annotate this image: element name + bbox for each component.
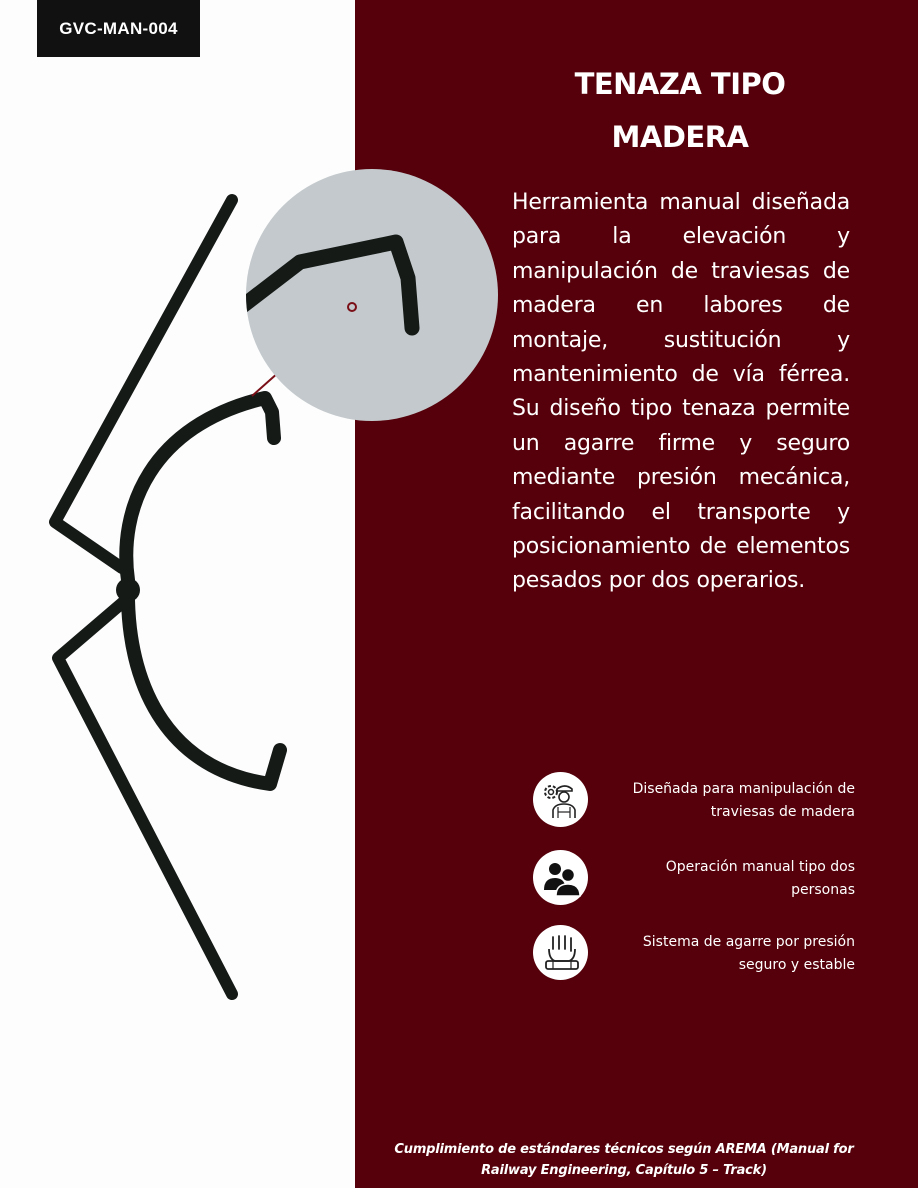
feature-line-1: Diseñada para manipulación de	[632, 781, 855, 797]
callout-dot	[348, 303, 356, 311]
standards-footer-note	[372, 1139, 876, 1181]
feature-text	[605, 931, 855, 977]
footer-line-1: Cumplimiento de estándares técnicos según AREMA (Manual for	[394, 1142, 854, 1157]
page-title	[520, 58, 840, 164]
feature-line-2: seguro y estable	[738, 957, 855, 973]
document-code-badge	[37, 0, 200, 57]
tool-upper-jaw	[126, 398, 274, 580]
title-line-1: TENAZA TIPO	[574, 67, 786, 101]
feature-text	[605, 778, 855, 824]
feature-item-grip	[533, 925, 855, 981]
document-code: GVC-MAN-004	[59, 18, 178, 38]
feature-line-1: Operación manual tipo dos	[665, 859, 855, 875]
title-line-2: MADERA	[611, 120, 749, 154]
tool-pivot	[116, 578, 140, 602]
feature-item-two-person	[533, 850, 855, 906]
feature-line-1: Sistema de agarre por presión	[642, 934, 855, 950]
two-people-icon	[533, 850, 588, 905]
footer-line-2: Railway Engineering, Capítulo 5 – Track)	[481, 1163, 767, 1178]
tool-description: Herramienta manual diseñada para la elevación y manipulación de traviesas de madera en labores de montaje, sustitución y mantenimiento de vía férrea. Su diseño tipo tenaza permite un agarre firme y seguro mediante presión mecánica, facilitando el transporte y posicionamiento de elementos pesados por dos operarios.	[512, 190, 850, 594]
feature-line-2: personas	[791, 882, 855, 898]
tool-illustration	[0, 150, 510, 1010]
feature-item-handling	[533, 772, 855, 828]
feature-line-2: traviesas de madera	[710, 804, 855, 820]
feature-text	[605, 856, 855, 902]
zoom-detail-circle	[246, 169, 498, 421]
hand-grip-icon	[533, 925, 588, 980]
worker-gear-icon	[533, 772, 588, 827]
tool-lower-handle	[58, 598, 232, 994]
tool-upper-handle	[55, 200, 232, 568]
tool-lower-jaw	[128, 600, 280, 784]
